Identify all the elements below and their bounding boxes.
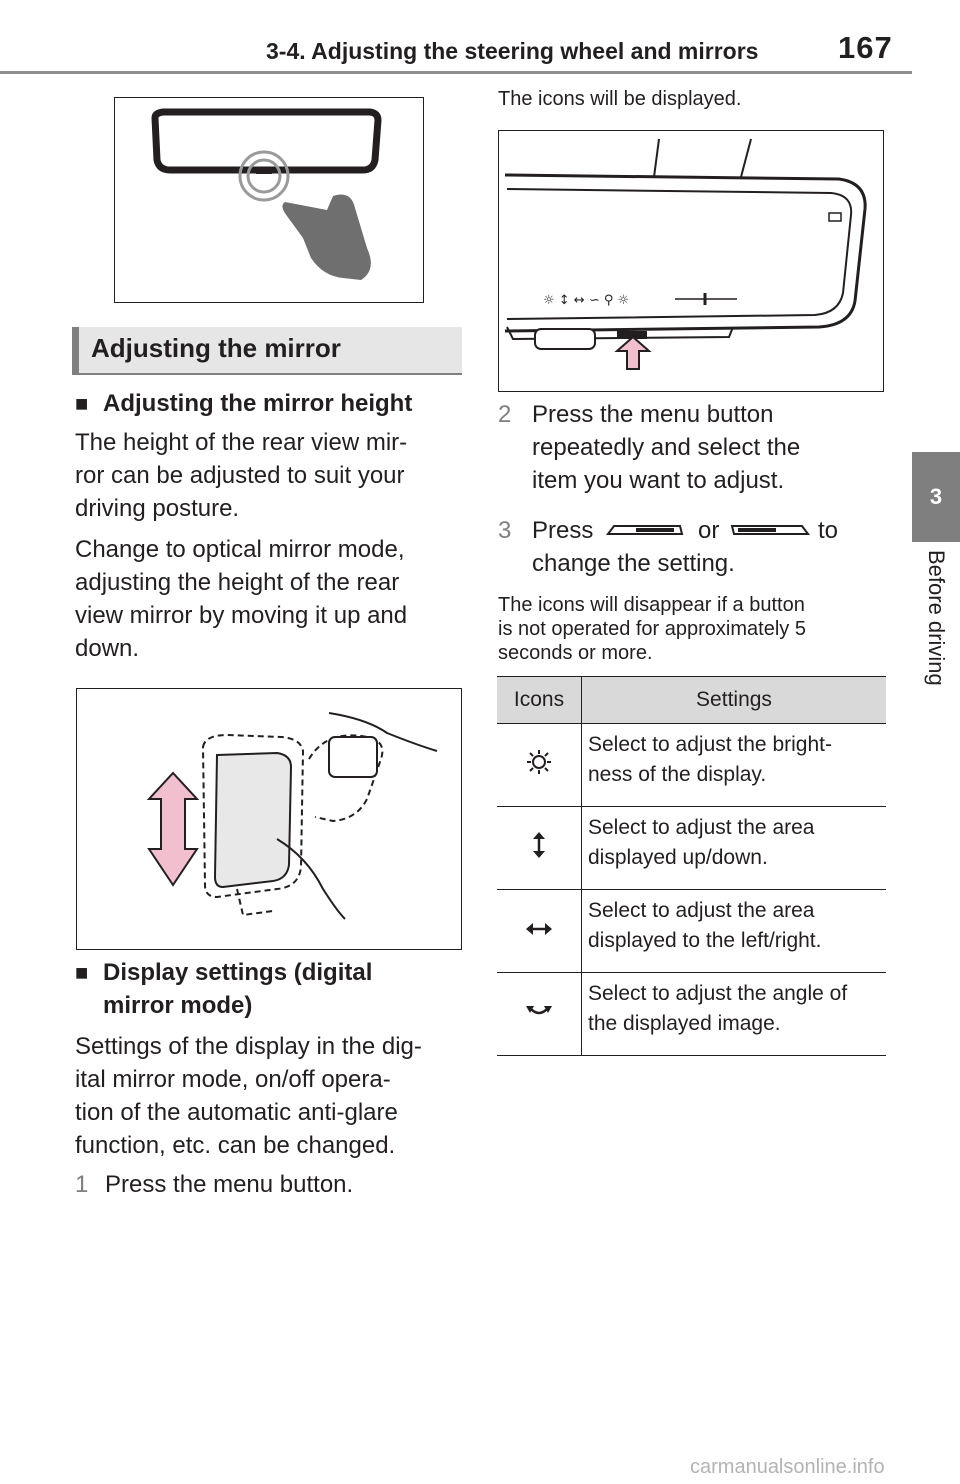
right-button-icon <box>730 524 810 538</box>
text-line: Settings of the display in the dig- <box>75 1033 422 1060</box>
text-line: displayed to the left/right. <box>588 929 822 952</box>
left-right-arrow-icon <box>497 890 582 973</box>
text-line: Select to adjust the angle of <box>588 982 848 1005</box>
bullet-square: ■ <box>75 960 89 985</box>
icons-disappear-note <box>498 593 888 665</box>
subheading-display-settings-line1: Display settings (digital <box>103 959 373 986</box>
text-line: Select to adjust the area <box>588 899 815 922</box>
text-line: The icons will disappear if a button <box>498 594 805 616</box>
setting-description <box>582 973 887 1056</box>
table-header-settings: Settings <box>582 677 887 724</box>
digital-mirror-illustration <box>499 131 882 390</box>
text-line: adjusting the height of the rear <box>75 569 400 596</box>
text-line: the displayed image. <box>588 1012 781 1035</box>
text-line: is not operated for approximately 5 <box>498 618 806 640</box>
table-row <box>497 724 886 807</box>
table-row <box>497 807 886 890</box>
left-button-icon <box>606 524 686 538</box>
figure-digital-mirror <box>498 130 884 392</box>
running-header-title: 3-4. Adjusting the steering wheel and mirrors <box>266 38 759 64</box>
up-down-arrow-icon <box>497 807 582 890</box>
setting-description <box>582 807 887 890</box>
table-header-icons: Icons <box>497 677 582 724</box>
figure-mirror-button <box>114 97 424 303</box>
text-line: ital mirror mode, on/off opera- <box>75 1066 391 1093</box>
display-paragraph <box>75 1030 465 1162</box>
height-paragraph-1 <box>75 426 465 525</box>
section-heading-text: Adjusting the mirror <box>91 333 341 363</box>
step-text-to: to <box>818 517 839 544</box>
text-line: Select to adjust the bright- <box>588 733 832 756</box>
text-line: Select to adjust the area <box>588 816 815 839</box>
text-line: seconds or more. <box>498 642 653 664</box>
text-line: Press the menu button <box>532 401 774 428</box>
text-line: Change to optical mirror mode, <box>75 536 405 563</box>
icons-displayed-note: The icons will be displayed. <box>498 88 742 110</box>
text-line: view mirror by moving it up and <box>75 602 408 629</box>
step-number: 1 <box>75 1171 89 1198</box>
chapter-tab: 3 <box>912 452 960 542</box>
step-2 <box>498 398 888 497</box>
setting-description <box>582 890 887 973</box>
chapter-label-text: Before driving <box>924 550 949 686</box>
text-line: The height of the rear view mir- <box>75 429 408 456</box>
text-line: ror can be adjusted to suit your <box>75 462 405 489</box>
text-line: displayed up/down. <box>588 846 768 869</box>
page-number: 167 <box>838 30 893 65</box>
step-1 <box>75 1168 465 1201</box>
setting-description <box>582 724 887 807</box>
figure-mirror-height <box>76 688 462 950</box>
step-number: 2 <box>498 401 512 428</box>
display-subsection <box>75 956 465 1201</box>
step-3 <box>498 514 888 580</box>
mirror-height-illustration <box>77 689 460 948</box>
text-line: tion of the automatic anti-glare <box>75 1099 398 1126</box>
height-subsection <box>75 387 465 665</box>
bullet-square: ■ <box>75 391 89 416</box>
text-line: change the setting. <box>532 550 735 577</box>
text-line: function, etc. can be changed. <box>75 1132 396 1159</box>
text-line: item you want to adjust. <box>532 467 785 494</box>
header-rule <box>0 71 912 74</box>
text-line: down. <box>75 635 140 662</box>
section-heading <box>72 327 462 375</box>
text-line: driving posture. <box>75 495 240 522</box>
mirror-button-illustration <box>115 98 422 301</box>
step-number: 3 <box>498 517 512 544</box>
svg-text:☼ ↕ ↔ ∽ ⚲ ☼: ☼ ↕ ↔ ∽ ⚲ ☼ <box>543 293 630 308</box>
icon-settings-table <box>497 676 886 1056</box>
table-row <box>497 890 886 973</box>
height-paragraph-2 <box>75 533 465 665</box>
subheading-display-settings-line2: mirror mode) <box>103 992 253 1019</box>
subheading-mirror-height: Adjusting the mirror height <box>103 390 413 417</box>
brightness-icon <box>497 724 582 807</box>
text-line: repeatedly and select the <box>532 434 801 461</box>
chapter-label <box>912 550 960 740</box>
step-text-or: or <box>698 517 720 544</box>
table-row <box>497 973 886 1056</box>
step-text-press: Press <box>532 517 594 544</box>
watermark: carmanualsonline.info <box>690 1456 885 1478</box>
table-header-row <box>497 677 886 724</box>
angle-icon <box>497 973 582 1056</box>
step-text: Press the menu button. <box>105 1171 354 1198</box>
text-line: ness of the display. <box>588 763 767 786</box>
